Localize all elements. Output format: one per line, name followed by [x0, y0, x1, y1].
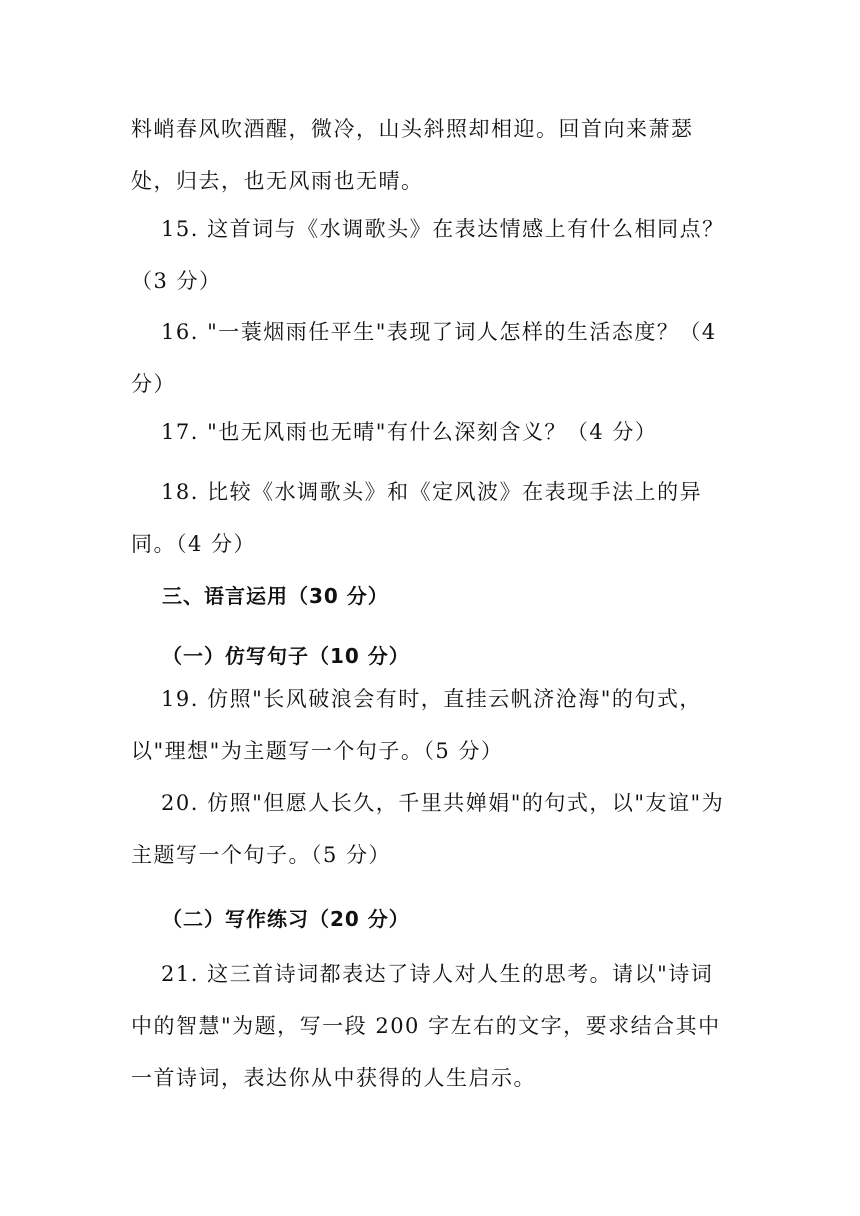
question-21: 21. 这三首诗词都表达了诗人对人生的思考。请以"诗词中的智慧"为题，写一段 200 字左右的文字，要求结合其中一首诗词，表达你从中获得的人生启示。 [131, 962, 721, 1090]
question-20: 20. 仿照"但愿人长久，千里共婵娟"的句式，以"友谊"为主题写一个句子。（5 分） [131, 791, 725, 867]
subsection-2-heading: （二）写作练习（20 分） [162, 907, 410, 931]
question-16: 16. "一蓑烟雨任平生"表现了词人怎样的生活态度？（4 分） [131, 320, 717, 396]
poem-text: 料峭春风吹酒醒，微冷，山头斜照却相迎。回首向来萧瑟处，归去，也无风雨也无晴。 [131, 117, 694, 193]
question-15: 15. 这首词与《水调歌头》在表达情感上有什么相同点？（3 分） [131, 217, 725, 293]
section-3-heading: 三、语言运用（30 分） [162, 584, 389, 608]
question-18: 18. 比较《水调歌头》和《定风波》在表现手法上的异同。（4 分） [131, 480, 703, 556]
subsection-1-heading: （一）仿写句子（10 分） [162, 644, 410, 668]
question-19: 19. 仿照"长风破浪会有时，直挂云帆济沧海"的句式，以"理想"为主题写一个句子。（5 分） [131, 687, 702, 763]
question-17: 17. "也无风雨也无晴"有什么深刻含义？（4 分） [161, 420, 658, 444]
